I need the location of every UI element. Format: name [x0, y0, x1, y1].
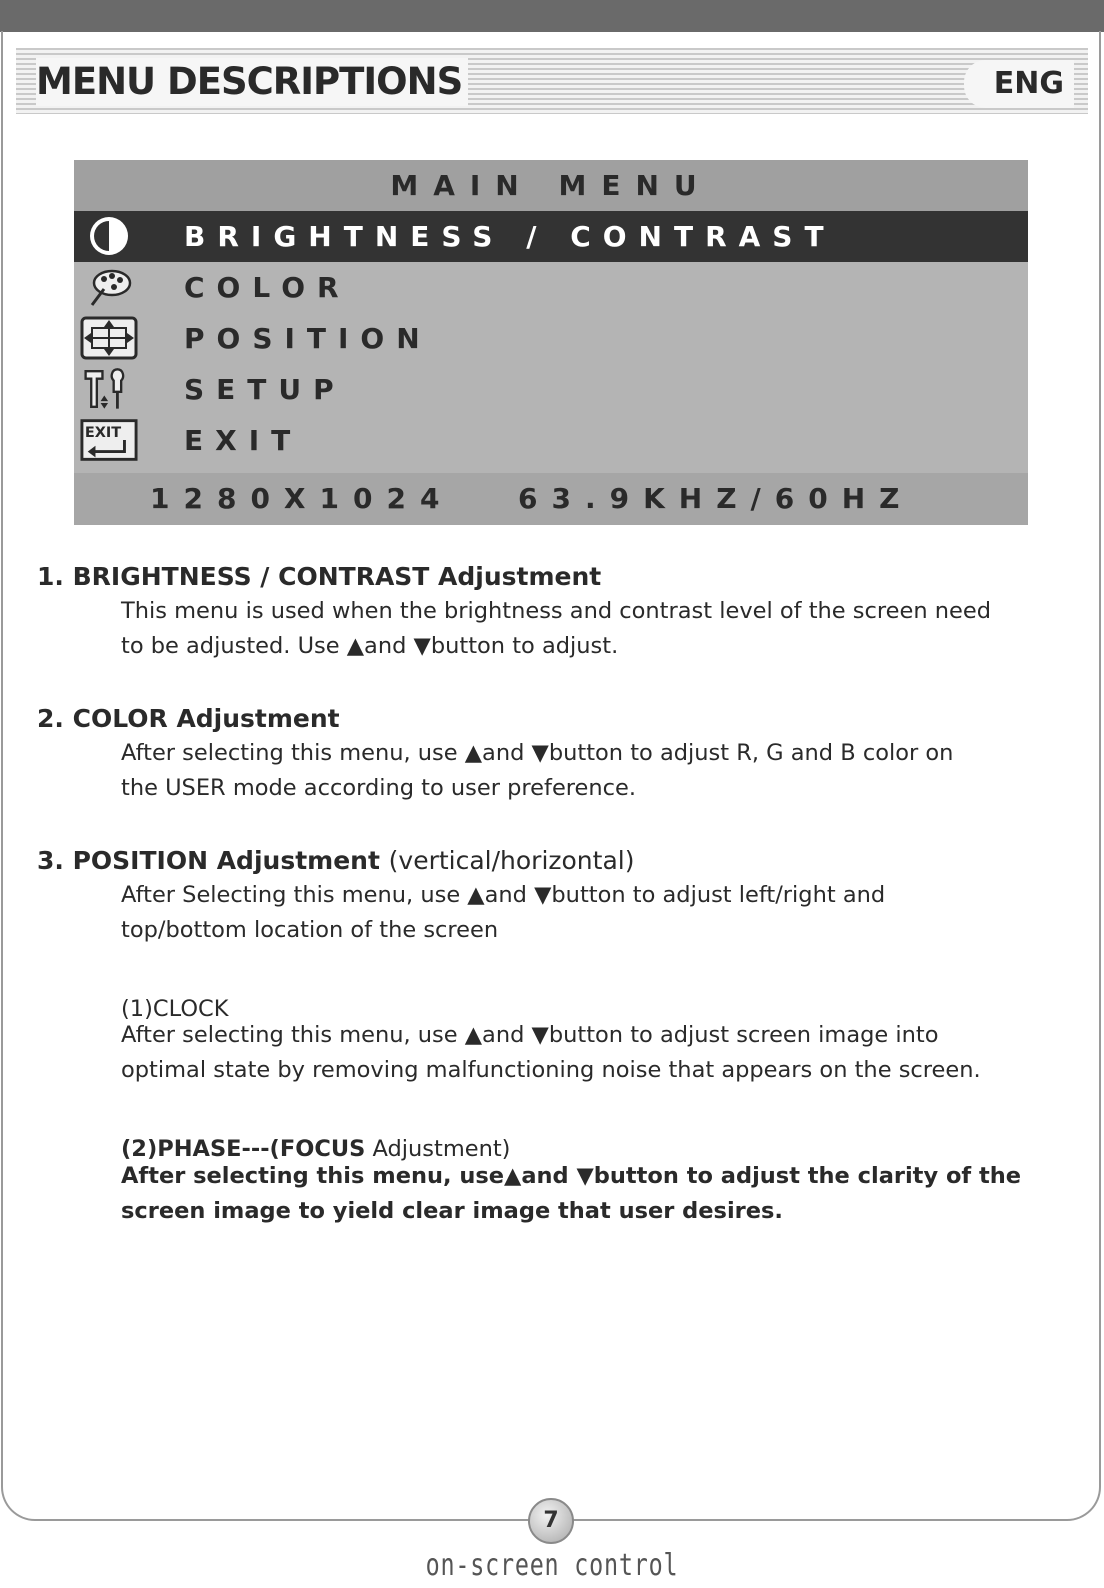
section-text-line: After selecting this menu, use▲and ▼button to adjust the clarity of the	[121, 1163, 1022, 1189]
osd-item-label: SETUP	[184, 373, 346, 406]
osd-resolution: 1280X1024	[150, 482, 454, 515]
section-text-line: This menu is used when the brightness and contrast level of the screen need	[121, 598, 991, 624]
section-text-line: top/bottom location of the screen	[121, 917, 499, 943]
exit-icon-text: EXIT	[84, 425, 122, 442]
phase-subtitle-extra: Adjustment)	[372, 1136, 511, 1162]
section-title-position-main: 3. POSITION Adjustment	[37, 846, 380, 875]
osd-item-brightness-contrast[interactable]	[74, 211, 1028, 262]
osd-frequency: 63.9KHZ/60HZ	[518, 482, 914, 515]
section-title-position-extra: (vertical/horizontal)	[388, 846, 635, 875]
osd-item-label: COLOR	[184, 271, 351, 304]
section-title-brightness: 1. BRIGHTNESS / CONTRAST Adjustment	[37, 562, 602, 591]
osd-item-exit[interactable]	[74, 415, 1028, 466]
section-text-line: After selecting this menu, use ▲and ▼button to adjust R, G and B color on	[121, 740, 954, 766]
language-tag: ENG	[964, 60, 1074, 108]
osd-main-menu	[74, 160, 1028, 525]
osd-item-setup[interactable]	[74, 364, 1028, 415]
setup-tools-icon	[80, 366, 138, 412]
osd-item-label: BRIGHTNESS / CONTRAST	[184, 220, 836, 253]
osd-item-label: POSITION	[184, 322, 432, 355]
position-arrows-icon	[80, 315, 138, 361]
section-text-line: After selecting this menu, use ▲and ▼button to adjust screen image into	[121, 1022, 939, 1048]
phase-subtitle-main: (2)PHASE---(FOCUS	[121, 1136, 366, 1162]
section-title-position	[37, 846, 634, 875]
page-number-badge: 7	[528, 1498, 574, 1544]
osd-item-label: EXIT	[184, 424, 303, 457]
top-bar	[0, 0, 1104, 32]
section-text-line: After Selecting this menu, use ▲and ▼button to adjust left/right and	[121, 882, 886, 908]
brightness-contrast-icon	[80, 213, 138, 259]
section-text-line: to be adjusted. Use ▲and ▼button to adjust.	[121, 633, 619, 659]
clock-subtitle: (1)CLOCK	[121, 996, 229, 1022]
exit-icon	[80, 417, 138, 463]
osd-menu-title: MAIN MENU	[74, 160, 1028, 212]
section-text-line: optimal state by removing malfunctioning noise that appears on the screen.	[121, 1057, 981, 1083]
palette-icon	[80, 264, 138, 310]
section-text-line: screen image to yield clear image that user desires.	[121, 1198, 783, 1224]
osd-item-color[interactable]	[74, 262, 1028, 313]
footer-label: on-screen control	[425, 1548, 679, 1583]
osd-item-position[interactable]	[74, 313, 1028, 364]
section-title-color: 2. COLOR Adjustment	[37, 704, 340, 733]
section-text-line: the USER mode according to user preference.	[121, 775, 637, 801]
page-title: MENU DESCRIPTIONS	[36, 58, 468, 106]
osd-status-bar	[74, 473, 1028, 525]
